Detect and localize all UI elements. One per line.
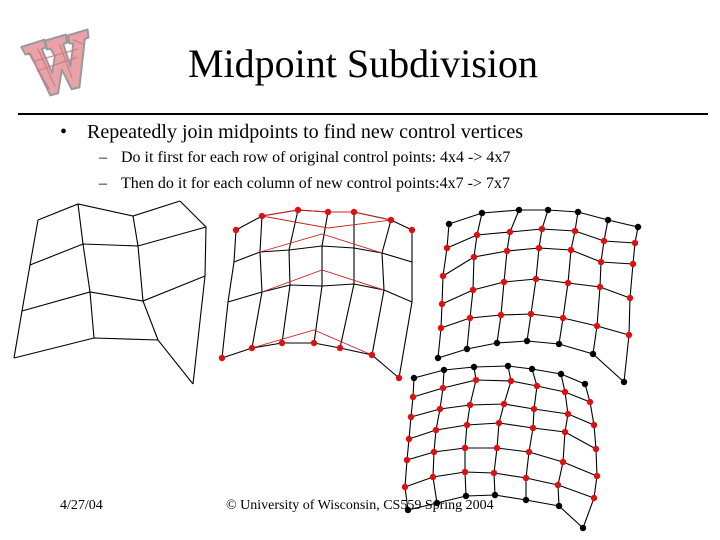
column-subdivision-red-points xyxy=(438,226,638,338)
original-control-mesh xyxy=(14,201,206,384)
footer-copyright: © University of Wisconsin, CS559 Spring 2004 xyxy=(226,498,494,513)
sub-bullet-marker: – xyxy=(99,175,107,192)
main-bullet-text: Repeatedly join midpoints to find new control vertices xyxy=(87,121,524,143)
slide-title: Midpoint Subdivision xyxy=(187,41,539,86)
row-subdivided-points xyxy=(219,207,415,381)
sub-bullet-rows-text: Do it first for each row of original control points: 4x4 -> 4x7 xyxy=(121,149,511,166)
column-subdivision-black-points xyxy=(435,207,641,385)
sub-bullet-columns-text: Then do it for each column of new control points:4x7 -> 7x7 xyxy=(121,175,510,192)
footer-date: 4/27/04 xyxy=(60,498,103,513)
sub-bullet-marker: – xyxy=(99,149,107,166)
bullet-marker: • xyxy=(60,121,68,143)
column-subdivision-mesh xyxy=(438,210,638,382)
final-mesh-red-points xyxy=(402,377,600,501)
